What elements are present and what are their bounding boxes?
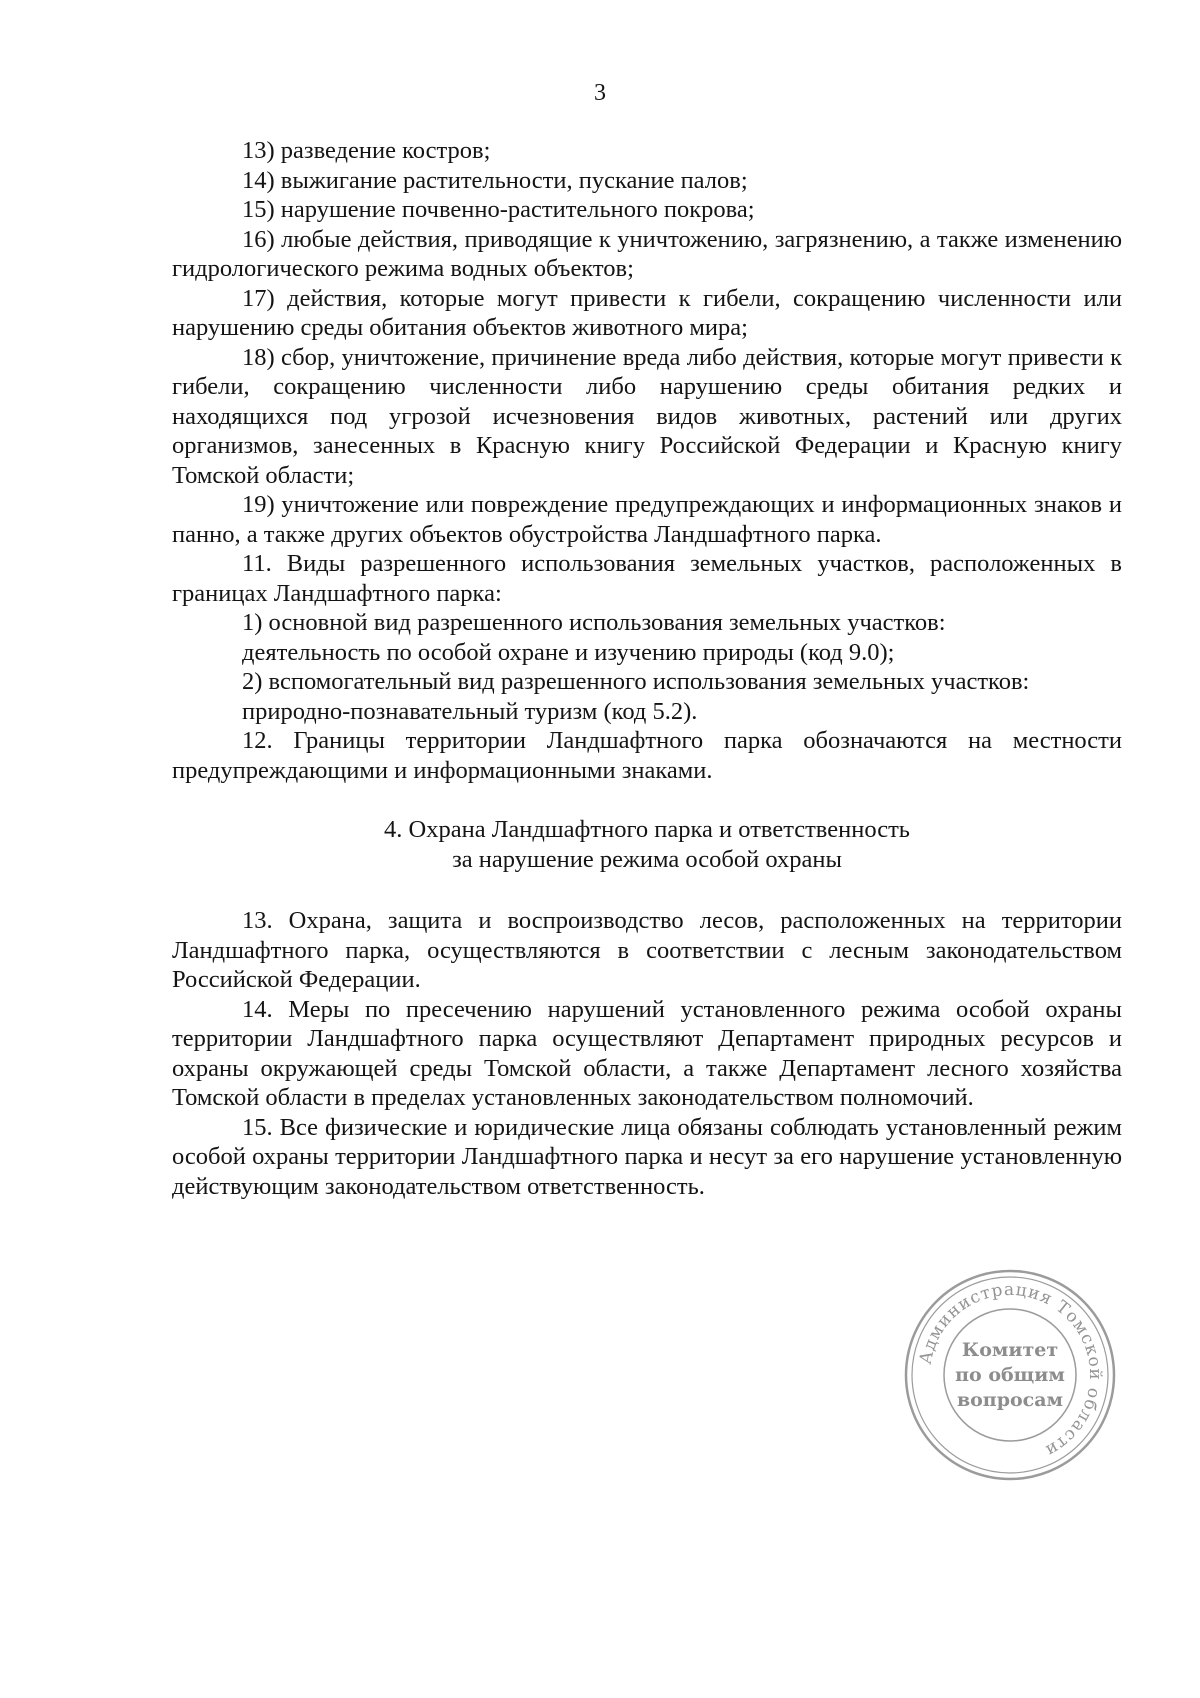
stamp-ring-text: Администрация Томской области <box>915 1279 1106 1461</box>
clause-paragraph: 12. Границы территории Ландшафтного парка обозначаются на местности предупреждающими и информационными знаками. <box>172 727 1122 784</box>
list-item: 1) основной вид разрешенного использования земельных участков: <box>242 609 946 636</box>
stamp-seal-icon <box>900 1265 1120 1485</box>
stamp-center-text: вопросам <box>956 1389 1064 1411</box>
list-item: 2) вспомогательный вид разрешенного использования земельных участков: <box>242 668 1030 695</box>
clause-paragraph: 14. Меры по пресечению нарушений установленного режима особой охраны территории Ландшафтного парка осуществляют Департамент природных ресурсов и охраны окружающей среды Томской области, а также Департамент лесного хозяйства Томской области в пределах установленных законодательством полномочий. <box>172 995 1122 1111</box>
document-body <box>172 136 1122 1201</box>
list-item: 13) разведение костров; <box>242 137 491 164</box>
list-item: 16) любые действия, приводящие к уничтожению, загрязнению, а также изменению гидрологического режима водных объектов; <box>172 225 1122 282</box>
list-item: 14) выжигание растительности, пускание палов; <box>242 166 748 194</box>
clause-paragraph: 11. Виды разрешенного использования земельных участков, расположенных в границах Ландшафтного парка: <box>172 550 1122 607</box>
list-item: 17) действия, которые могут привести к гибели, сокращению численности или нарушению среды обитания объектов животного мира; <box>172 284 1122 341</box>
list-item: 19) уничтожение или повреждение предупреждающих и информационных знаков и панно, а также других объектов обустройства Ландшафтного парка. <box>172 491 1122 548</box>
stamp-center-text: по общим <box>955 1364 1065 1386</box>
official-stamp <box>900 1265 1120 1485</box>
list-item-detail: деятельность по особой охране и изучению природы (код 9.0); <box>242 638 895 666</box>
section-heading <box>172 815 1122 875</box>
clause-paragraph: 13. Охрана, защита и воспроизводство лесов, расположенных на территории Ландшафтного парка, осуществляются в соответствии с лесным законодательством Российской Федерации. <box>172 907 1122 993</box>
stamp-center-text: Комитет <box>961 1339 1059 1361</box>
section-heading-line: 4. Охрана Ландшафтного парка и ответственность <box>384 816 910 843</box>
list-item: 18) сбор, уничтожение, причинение вреда либо действия, которые могут привести к гибели, сокращению численности либо нарушению среды обитания редких и находящихся под угрозой исчезновения видов животных, растений или других организмов, занесенных в Красную книгу Российской Федерации и Красную книгу Томской области; <box>172 343 1122 489</box>
clause-paragraph: 15. Все физические и юридические лица обязаны соблюдать установленный режим особой охраны территории Ландшафтного парка и несут за его нарушение установленную действующим законодательством ответственность. <box>172 1113 1122 1200</box>
list-item-detail: природно-познавательный туризм (код 5.2). <box>242 697 698 725</box>
list-item: 15) нарушение почвенно-растительного покрова; <box>242 196 755 223</box>
section-heading-line: за нарушение режима особой охраны <box>452 846 842 873</box>
page-number: 3 <box>594 80 606 106</box>
